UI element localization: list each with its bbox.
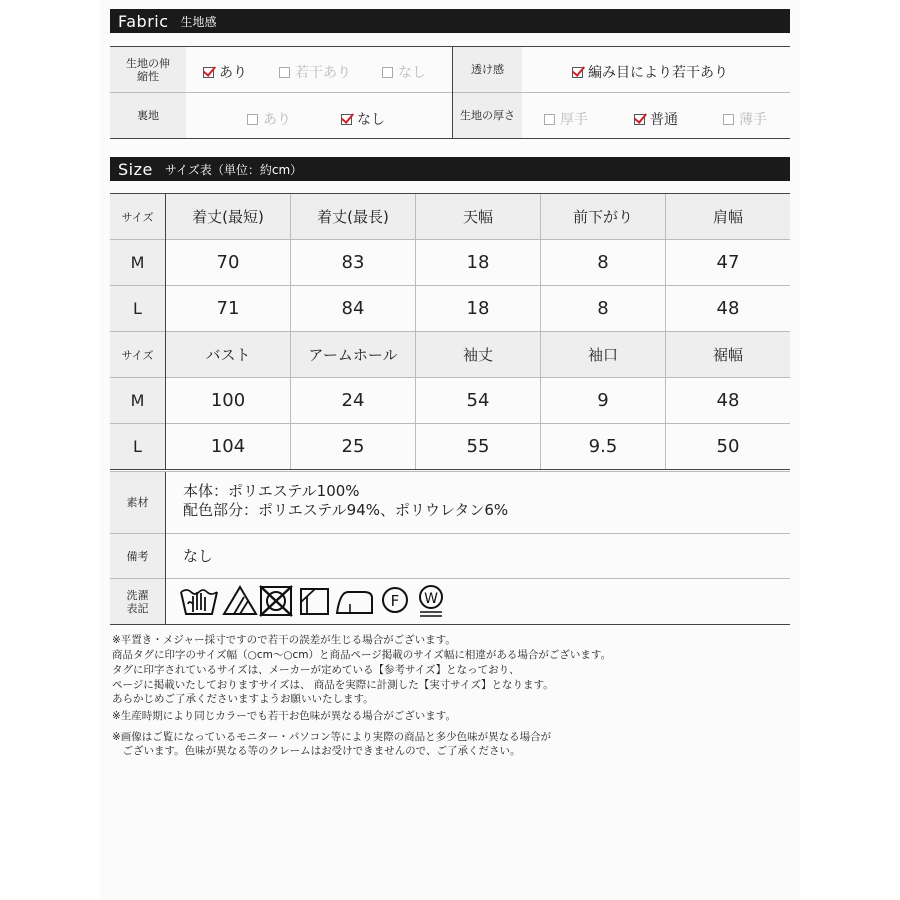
material-label: 素材: [126, 496, 149, 509]
size-title: Size: [118, 159, 153, 179]
column-header-cuff: 袖口: [587, 346, 618, 364]
checkbox-empty-icon: [544, 114, 555, 125]
note-line: タグに印字されているサイズは、メーカーが定めている【参考サイズ】となっており、: [112, 664, 520, 676]
sheer-label: 透け感: [471, 63, 504, 76]
note-line: ※生産時期により同じカラーでも若干お色味が異なる場合がございます。: [112, 710, 456, 722]
material-line-accent: 配色部分：ポリエステル94%、ポリウレタン6%: [183, 501, 509, 519]
hand-wash-icon: [179, 584, 219, 618]
note-line: ※画像はご覧になっているモニター・パソコン等により実際の商品と多少色味が異なる場合が: [112, 731, 552, 743]
table-cell: 25: [341, 436, 365, 457]
table-cell: 8: [597, 252, 609, 273]
svg-text:F: F: [390, 592, 400, 610]
divider: [165, 472, 166, 624]
column-header-neck-width: 天幅: [462, 208, 493, 226]
thickness-option-thin[interactable]: 薄手: [723, 109, 767, 129]
thickness-label: 生地の厚さ: [460, 109, 515, 122]
column-header-front-drop: 前下がり: [572, 208, 633, 226]
remarks-value: なし: [183, 547, 214, 565]
size-cell-l: L: [133, 437, 142, 456]
table-cell: 83: [341, 252, 365, 273]
lining-label: 裏地: [137, 109, 159, 122]
fabric-title: Fabric: [118, 11, 169, 31]
stretch-option-yes[interactable]: あり: [203, 62, 247, 82]
table-cell: 55: [466, 436, 490, 457]
checkbox-empty-icon: [247, 114, 258, 125]
note-line: 商品タグに印字のサイズ幅（○cm～○cm）と商品ページ掲載のサイズ幅に相違がある場合がございます。: [112, 649, 612, 661]
column-header-hem-width: 裾幅: [712, 346, 743, 364]
column-header-length-min: 着丈(最短): [192, 208, 264, 226]
divider: [110, 624, 790, 625]
table-cell: 100: [210, 390, 246, 411]
divider: [110, 46, 790, 47]
care-label: 洗濯表記: [126, 588, 149, 615]
table-cell: 8: [597, 298, 609, 319]
size-cell-m: M: [130, 391, 145, 410]
column-header-shoulder: 肩幅: [712, 208, 743, 226]
column-header-sleeve-length: 袖丈: [462, 346, 493, 364]
table-cell: 71: [216, 298, 240, 319]
size-section-header: [110, 157, 790, 181]
iron-low-icon: [334, 584, 374, 618]
wet-clean-w-icon: [416, 584, 446, 618]
table-cell: 104: [210, 436, 246, 457]
checkbox-empty-icon: [723, 114, 734, 125]
column-header-length-max: 着丈(最長): [317, 208, 389, 226]
remarks-label: 備考: [126, 549, 149, 563]
lining-option-none[interactable]: なし: [341, 109, 385, 129]
material-line-body: 本体：ポリエステル100%: [183, 482, 360, 500]
table-cell: 84: [341, 298, 365, 319]
divider: [110, 469, 790, 470]
fabric-subtitle: 生地感: [180, 14, 217, 29]
bleach-allowed-icon: [222, 584, 258, 618]
size-cell-l: L: [133, 299, 142, 318]
checkbox-checked-icon: [572, 67, 583, 78]
table-cell: 48: [716, 298, 740, 319]
checkbox-empty-icon: [279, 67, 290, 78]
checkbox-checked-icon: [341, 114, 352, 125]
table-cell: 54: [466, 390, 490, 411]
checkbox-empty-icon: [382, 67, 393, 78]
size-column-header: サイズ: [121, 210, 154, 224]
no-tumble-dry-icon: [258, 584, 294, 618]
table-cell: 47: [716, 252, 740, 273]
stretch-option-none[interactable]: なし: [382, 62, 426, 82]
line-dry-shade-icon: [298, 584, 332, 618]
note-line: ページに掲載いたしておりますサイズは、 商品を実際に計測した【実寸サイズ】となります。: [112, 679, 554, 691]
sheer-option-slight[interactable]: 編み目により若干あり: [572, 62, 728, 82]
svg-text:W: W: [424, 591, 438, 607]
dry-clean-f-icon: [380, 584, 410, 618]
stretch-label: 生地の伸縮性: [126, 56, 170, 83]
lining-option-yes[interactable]: あり: [247, 109, 291, 129]
note-line: あらかじめご了承くださいますようお願いいたします。: [112, 693, 374, 705]
table-cell: 18: [466, 298, 490, 319]
checkbox-checked-icon: [634, 114, 645, 125]
table-cell: 9.5: [588, 436, 618, 457]
note-line: ございます。色味が異なる等のクレームはお受けできませんので、ご了承ください。: [112, 745, 521, 757]
size-cell-m: M: [130, 253, 145, 272]
divider: [110, 578, 790, 579]
table-cell: 48: [716, 390, 740, 411]
size-column-header: サイズ: [121, 348, 154, 362]
column-header-bust: バスト: [205, 346, 251, 364]
note-line: ※平置き・メジャー採寸ですので若干の誤差が生じる場合がございます。: [112, 634, 456, 646]
table-cell: 24: [341, 390, 365, 411]
divider: [110, 92, 790, 93]
divider: [110, 138, 790, 139]
checkbox-checked-icon: [203, 67, 214, 78]
table-cell: 50: [716, 436, 740, 457]
divider: [110, 471, 790, 472]
thickness-option-thick[interactable]: 厚手: [544, 109, 588, 129]
fabric-section-header: [110, 9, 790, 33]
stretch-option-slight[interactable]: 若干あり: [279, 62, 351, 82]
table-cell: 18: [466, 252, 490, 273]
divider: [110, 533, 790, 534]
table-cell: 70: [216, 252, 240, 273]
column-header-armhole: アームホール: [308, 346, 398, 364]
thickness-option-normal[interactable]: 普通: [634, 109, 678, 129]
size-subtitle: サイズ表（単位：約cm）: [164, 162, 303, 177]
table-cell: 9: [597, 390, 609, 411]
